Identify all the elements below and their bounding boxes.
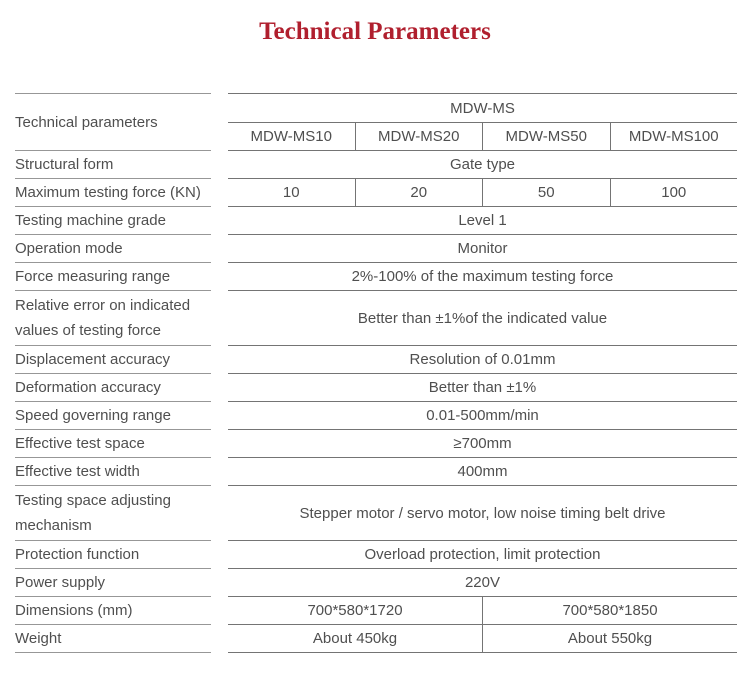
param-label-effective-test-width: Effective test width xyxy=(15,458,211,486)
value-row-weight xyxy=(228,625,737,653)
model-header-row xyxy=(228,123,737,151)
spec-table xyxy=(0,93,750,653)
value-row-displacement-accuracy xyxy=(228,346,737,374)
value-weight-large: About 550kg xyxy=(482,625,737,652)
value-row-operation-mode xyxy=(228,235,737,263)
value-row-structural-form xyxy=(228,151,737,179)
value-adjusting-mechanism: Stepper motor / servo motor, low noise timing belt drive xyxy=(299,504,666,522)
value-row-protection-function xyxy=(228,541,737,569)
model-name: MDW-MS10 xyxy=(250,128,332,145)
value-row-speed-governing-range xyxy=(228,402,737,430)
value-displacement-accuracy: Resolution of 0.01mm xyxy=(409,351,556,368)
param-label-effective-test-space: Effective test space xyxy=(15,430,211,458)
param-label-deformation-accuracy: Deformation accuracy xyxy=(15,374,211,402)
param-label-adjusting-mechanism: Testing space adjusting mechanism xyxy=(15,486,211,541)
value-max-force: 20 xyxy=(355,179,483,206)
value-max-force: 100 xyxy=(610,179,738,206)
page-title: Technical Parameters xyxy=(259,18,491,45)
value-row-adjusting-mechanism xyxy=(228,486,737,541)
value-deformation-accuracy: Better than ±1% xyxy=(428,379,537,396)
model-name: MDW-MS100 xyxy=(610,123,738,150)
value-dimensions-small: 700*580*1720 xyxy=(307,602,403,619)
param-label-displacement-accuracy: Displacement accuracy xyxy=(15,346,211,374)
param-label-force-measuring-range: Force measuring range xyxy=(15,263,211,291)
param-label-relative-error: Relative error on indicated values of testing force xyxy=(15,291,211,346)
model-name: MDW-MS50 xyxy=(482,123,610,150)
value-machine-grade: Level 1 xyxy=(458,212,507,229)
value-row-machine-grade xyxy=(228,207,737,235)
corner-label: Technical parameters xyxy=(15,93,211,151)
value-max-force: 10 xyxy=(282,184,300,201)
param-label-max-testing-force: Maximum testing force (KN) xyxy=(15,179,211,207)
value-weight-small: About 450kg xyxy=(312,630,398,647)
value-row-force-measuring-range xyxy=(228,263,737,291)
value-structural-form: Gate type xyxy=(449,156,516,173)
param-label-protection-function: Protection function xyxy=(15,541,211,569)
value-relative-error: Better than ±1%of the indicated value xyxy=(357,309,608,327)
value-max-force: 50 xyxy=(482,179,610,206)
value-power-supply: 220V xyxy=(464,574,501,591)
model-name: MDW-MS20 xyxy=(355,123,483,150)
value-row-deformation-accuracy xyxy=(228,374,737,402)
param-label-dimensions: Dimensions (mm) xyxy=(15,597,211,625)
param-label-machine-grade: Testing machine grade xyxy=(15,207,211,235)
value-row-dimensions xyxy=(228,597,737,625)
value-protection-function: Overload protection, limit protection xyxy=(364,546,601,563)
param-label-operation-mode: Operation mode xyxy=(15,235,211,263)
value-row-power-supply xyxy=(228,569,737,597)
series-header-row xyxy=(228,93,737,123)
param-label-weight: Weight xyxy=(15,625,211,653)
series-header: MDW-MS xyxy=(450,99,515,117)
value-row-effective-test-width xyxy=(228,458,737,486)
value-effective-test-space: ≥700mm xyxy=(453,435,512,452)
value-effective-test-width: 400mm xyxy=(457,463,508,480)
value-speed-governing-range: 0.01-500mm/min xyxy=(426,407,539,424)
value-dimensions-large: 700*580*1850 xyxy=(482,597,737,624)
parameter-label-column xyxy=(15,93,211,653)
parameter-values-table xyxy=(228,93,737,653)
value-row-effective-test-space xyxy=(228,430,737,458)
value-row-relative-error xyxy=(228,291,737,346)
param-label-power-supply: Power supply xyxy=(15,569,211,597)
value-operation-mode: Monitor xyxy=(457,240,508,257)
param-label-structural-form: Structural form xyxy=(15,151,211,179)
param-label-speed-governing-range: Speed governing range xyxy=(15,402,211,430)
value-row-max-testing-force xyxy=(228,179,737,207)
value-force-measuring-range: 2%-100% of the maximum testing force xyxy=(351,268,614,285)
